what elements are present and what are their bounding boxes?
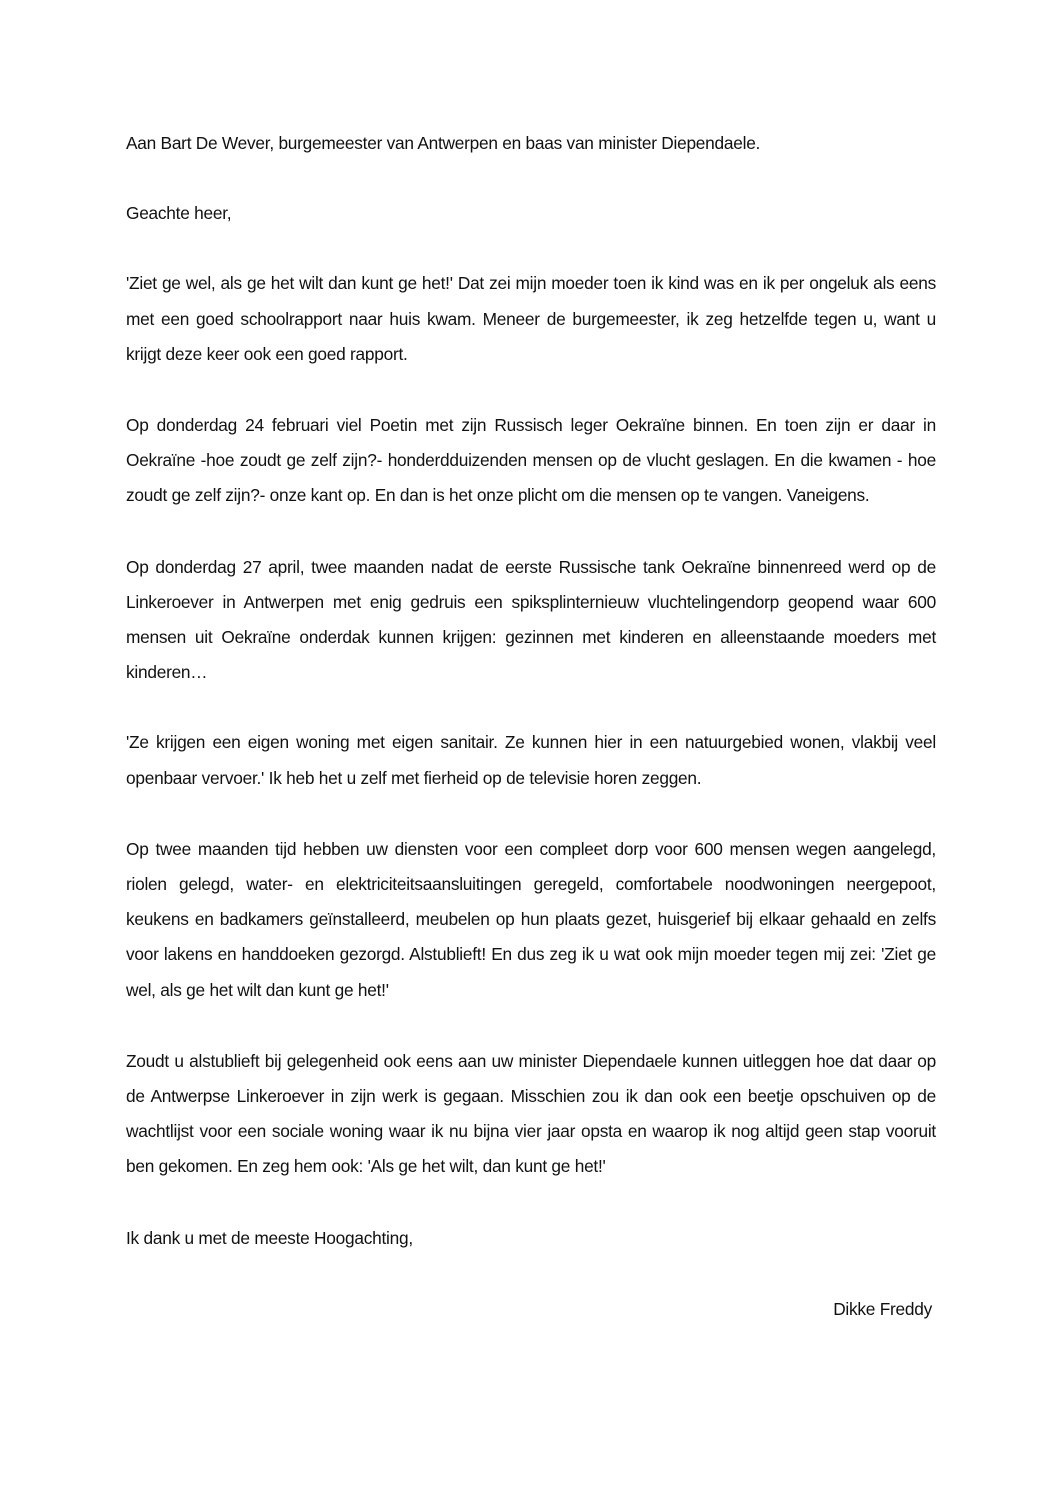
letter-closing: Ik dank u met de meeste Hoogachting, xyxy=(126,1227,413,1248)
letter-paragraph-2: Op donderdag 24 februari viel Poetin met zijn Russisch leger Oekraïne binnen. En toen zijn er daar in Oekraïne -hoe zoudt ge zelf zijn?- honderdduizenden mensen op de vlucht geslagen. En die kwamen - hoe zoudt ge zelf zijn?- onze kant op. En dan is het onze plicht om die mensen op te vangen. Vaneigens. xyxy=(126,415,936,506)
letter-salutation: Geachte heer, xyxy=(126,203,232,224)
letter-paragraph-4: 'Ze krijgen een eigen woning met eigen sanitair. Ze kunnen hier in een natuurgebied wonen, vlakbij veel openbaar vervoer.' Ik heb het u zelf met fierheid op de televisie horen zeggen. xyxy=(126,732,936,788)
letter-signature: Dikke Freddy xyxy=(833,1298,932,1319)
letter-body xyxy=(126,126,936,1327)
letter-paragraph-5: Op twee maanden tijd hebben uw diensten voor een compleet dorp voor 600 mensen wegen aangelegd, riolen gelegd, water- en elektriciteitsaansluitingen geregeld, comfortabele noodwoningen neergepoot, keukens en badkamers geïnstalleerd, meubelen op hun plaats gezet, huisgerief bij elkaar gehaald en zelfs voor lakens en handdoeken gezorgd. Alstublieft! En dus zeg ik u wat ook mijn moeder tegen mij zei: 'Ziet ge wel, als ge het wilt dan kunt ge het!' xyxy=(126,838,936,1000)
letter-address-line: Aan Bart De Wever, burgemeester van Antwerpen en baas van minister Diependaele. xyxy=(126,133,761,153)
letter-paragraph-6: Zoudt u alstublieft bij gelegenheid ook eens aan uw minister Diependaele kunnen uitleggen hoe dat daar op de Antwerpse Linkeroever in zijn werk is gegaan. Misschien zou ik dan ook een beetje opschuiven op de wachtlijst voor een sociale woning waar ik nu bijna vier jaar opsta en waarop ik nog altijd geen stap vooruit ben gekomen. En zeg hem ook: 'Als ge het wilt, dan kunt ge het!' xyxy=(126,1050,936,1177)
letter-paragraph-1: 'Ziet ge wel, als ge het wilt dan kunt ge het!' Dat zei mijn moeder toen ik kind was en ik per ongeluk als eens met een goed schoolrapport naar huis kwam. Meneer de burgemeester, ik zeg hetzelfde tegen u, want u krijgt deze keer ook een goed rapport. xyxy=(126,273,936,364)
letter-paragraph-3: Op donderdag 27 april, twee maanden nadat de eerste Russische tank Oekraïne binnenreed werd op de Linkeroever in Antwerpen met enig gedruis een spiksplinternieuw vluchtelingendorp geopend waar 600 mensen uit Oekraïne onderdak kunnen krijgen: gezinnen met kinderen en alleenstaande moeders met kinderen… xyxy=(126,556,936,683)
